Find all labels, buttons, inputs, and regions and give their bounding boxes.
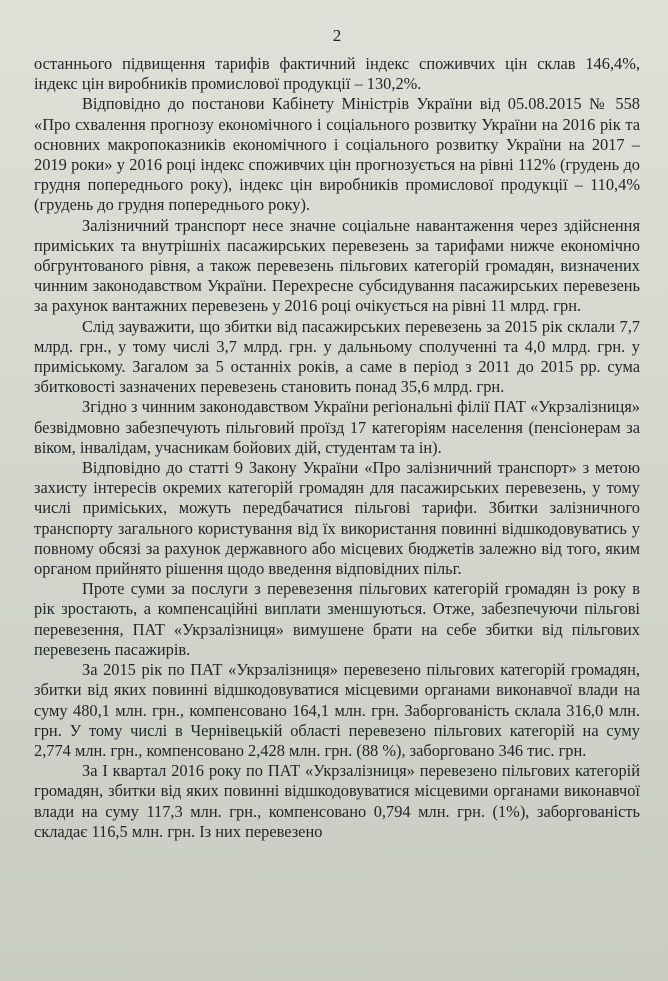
paragraph-compensation: Проте суми за послуги з перевезення пільгових категорій громадян із року в рік зростають, а компенсаційні виплати зменшуються. Отже, забезпечуючи пільгові перевезення, ПАТ «Укрзалізниця» вимушене брати на себе збитки від пільгових перевезень пасажирів. [34,579,640,659]
paragraph-losses: Слід зауважити, що збитки від пасажирських перевезень за 2015 рік склали 7,7 млрд. грн., у тому числі 3,7 млрд. грн. у дальньому сполученні та 4,0 млрд. грн. у приміському. Загалом за 5 останніх років, а саме в період з 2011 до 2015 рр. сума збитковості зазначених перевезень становить понад 35,6 млрд. грн. [34,316,640,397]
paragraph-2015-data: За 2015 рік по ПАТ «Укрзалізниця» перевезено пільгових категорій громадян, збитки від яких повинні відшкодовуватися місцевими органами виконавчої влади на суму 480,1 млн. грн., компенсовано 164,1 млн. грн. Заборгованість склала 316,0 млн. грн. У тому числі в Чернівецькій області перевезено пільгових категорій на суму 2,774 млн. грн., компенсовано 2,428 млн. грн. (88 %), заборговано 346 тис. грн. [34,660,640,760]
paragraph-privileged-travel: Згідно з чинним законодавством України регіональні філії ПАТ «Укрзалізниця» безвідмовно забезпечують пільговий проїзд 17 категоріям населення (пенсіонерам за віком, інвалідам, учасникам бойових дій, студентам та ін). [34,397,640,457]
page-number: 2 [332,26,342,45]
paragraph-continuation: останнього підвищення тарифів фактичний індекс споживчих цін склав 146,4%, індекс цін виробників промислової продукції – 130,2%. [34,54,640,94]
body-text [34,54,640,842]
paragraph-forecast: Відповідно до постанови Кабінету Міністрів України від 05.08.2015 № 558 «Про схвалення прогнозу економічного і соціального розвитку України на 2016 рік та основних макропоказників економічного і соціального розвитку України на 2017 – 2019 роки» у 2016 році індекс споживчих цін прогнозується на рівні 112% (грудень до грудня попереднього року), індекс цін виробників промислової продукції – 110,4% (грудень до грудня попереднього року). [34,94,640,215]
paragraph-2016-q1-data: За I квартал 2016 року по ПАТ «Укрзалізниця» перевезено пільгових категорій громадян, збитки від яких повинні відшкодовуватися місцевими органами виконавчої влади на суму 117,3 млн. грн., компенсовано 0,794 млн. грн. (1%), заборгованість складає 116,5 млн. грн. Із них перевезено [34,761,640,841]
paragraph-law-article: Відповідно до статті 9 Закону України «Про залізничний транспорт» з метою захисту інтересів окремих категорій громадян для пасажирських перевезень, у тому числі приміських, можуть передбачатися пільгові тарифи. Збитки залізничного транспорту загального користування від їх використання повинні відшкодовуватись у повному обсязі за рахунок державного або місцевих бюджетів залежно від того, яким органом прийнято рішення щодо введення відповідних пільг. [34,458,640,579]
paragraph-social-load: Залізничний транспорт несе значне соціальне навантаження через здійснення приміських та внутрішніх пасажирських перевезень за тарифами нижче економічно обгрунтованого рівня, а також перевезень пільгових категорій громадян, визначених чинним законодавством України. Перехресне субсидування пасажирських перевезень за рахунок вантажних перевезень у 2016 році очікується на рівні 11 млрд. грн. [34,215,640,316]
